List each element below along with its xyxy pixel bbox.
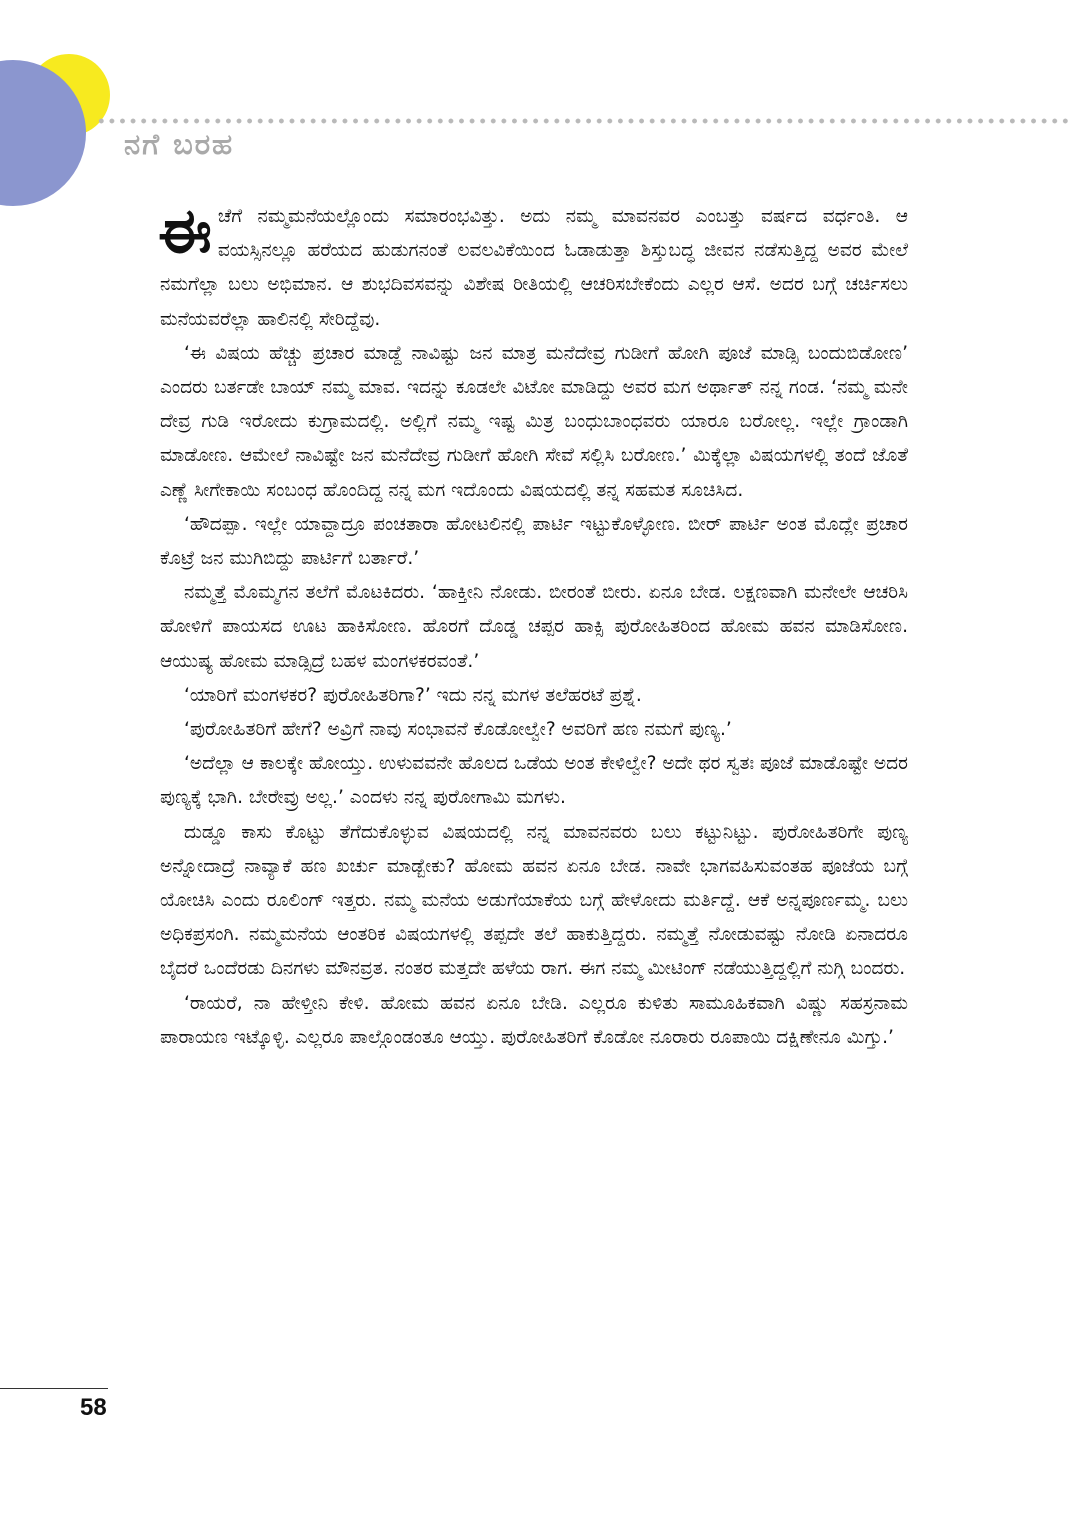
paragraph: ‘ಅದೆಲ್ಲಾ ಆ ಕಾಲಕ್ಕೇ ಹೋಯ್ತು. ಉಳುವವನೇ ಹೊಲದ ಒಡೆಯ ಅಂತ ಕೇಳಿಲ್ವೇ? ಅದೇ ಥರ ಸ್ವತಃ ಪೂಜೆ ಮಾಡೊಷ್ಟೇ ಅದರ ಪುಣ್ಯಕ್ಕೆ ಭಾಗಿ. ಬೇರೇವ್ರು ಅಲ್ಲ.’ ಎಂದಳು ನನ್ನ ಪುರೋಗಾಮಿ ಮಗಳು. [160, 753, 908, 809]
paragraph-1 [158, 194, 908, 337]
paragraph: ‘ಹೌದಪ್ಪಾ. ಇಲ್ಲೇ ಯಾವ್ದಾದ್ರೂ ಪಂಚತಾರಾ ಹೋಟಲಿನಲ್ಲಿ ಪಾರ್ಟಿ ಇಟ್ಟುಕೊಳ್ಳೋಣ. ಬೀರ್ ಪಾರ್ಟಿ ಅಂತ ಮೊದ್ಲೇ ಪ್ರಚಾರ ಕೊಟ್ರೆ ಜನ ಮುಗಿಬಿದ್ದು ಪಾರ್ಟಿಗೆ ಬರ್ತಾರೆ.’ [160, 513, 908, 570]
dotted-header-rule [96, 117, 1072, 125]
paragraph: ‘ಯಾರಿಗೆ ಮಂಗಳಕರ? ಪುರೋಹಿತರಿಗಾ?’ ಇದು ನನ್ನ ಮಗಳ ತಲೆಹರಟೆ ಪ್ರಶ್ನೆ. [184, 684, 642, 706]
footer-rule [0, 1388, 108, 1389]
paragraph: ನಮ್ಮತ್ತೆ ಮೊಮ್ಮಗನ ತಲೆಗೆ ಮೊಟಕಿದರು. ‘ಹಾಕ್ತೀನಿ ನೋಡು. ಬೀರಂತೆ ಬೀರು. ಏನೂ ಬೇಡ. ಲಕ್ಷಣವಾಗಿ ಮನೇಲೇ ಆಚರಿಸಿ ಹೋಳಿಗೆ ಪಾಯಸದ ಊಟ ಹಾಕಿಸೋಣ. ಹೊರಗೆ ದೊಡ್ಡ ಚಪ್ಪರ ಹಾಕ್ಸಿ ಪುರೋಹಿತರಿಂದ ಹೋಮ ಹವನ ಮಾಡಿಸೋಣ. ಆಯುಷ್ಯ ಹೋಮ ಮಾಡ್ಸಿದ್ರೆ ಬಹಳ ಮಂಗಳಕರವಂತೆ.’ [160, 582, 908, 672]
paragraph-1-text: ಚೆಗೆ ನಮ್ಮಮನೆಯಲ್ಲೊಂದು ಸಮಾರಂಭವಿತ್ತು. ಅದು ನಮ್ಮ ಮಾವನವರ ಎಂಬತ್ತು ವರ್ಷದ ವರ್ಧಂತಿ. ಆ ವಯಸ್ಸಿನಲ್ಲೂ ಹರೆಯದ ಹುಡುಗನಂತೆ ಲವಲವಿಕೆಯಿಂದ ಓಡಾಡುತ್ತಾ ಶಿಸ್ತುಬದ್ಧ ಜೀವನ ನಡೆಸುತ್ತಿದ್ದ ಅವರ ಮೇಲೆ ನಮಗೆಲ್ಲಾ ಬಲು ಅಭಿಮಾನ. ಆ ಶುಭದಿವಸವನ್ನು ವಿಶೇಷ ರೀತಿಯಲ್ಲಿ ಆಚರಿಸಬೇಕೆಂದು ಎಲ್ಲರ ಆಸೆ. ಅದರ ಬಗ್ಗೆ ಚರ್ಚಿಸಲು ಮನೆಯವರೆಲ್ಲಾ ಹಾಲಿನಲ್ಲಿ ಸೇರಿದ್ದೆವು. [160, 206, 908, 330]
article-body [158, 194, 908, 1055]
paragraph: ದುಡ್ಡೂ ಕಾಸು ಕೊಟ್ಟು ತೆಗೆದುಕೊಳ್ಳುವ ವಿಷಯದಲ್ಲಿ ನನ್ನ ಮಾವನವರು ಬಲು ಕಟ್ಟುನಿಟ್ಟು. ಪುರೋಹಿತರಿಗೇ ಪುಣ್ಯ ಅನ್ನೋದಾದ್ರೆ ನಾವ್ಯಾಕೆ ಹಣ ಖರ್ಚು ಮಾಡ್ಬೇಕು? ಹೋಮ ಹವನ ಏನೂ ಬೇಡ. ನಾವೇ ಭಾಗವಹಿಸುವಂತಹ ಪೂಜೆಯ ಬಗ್ಗೆ ಯೋಚಿಸಿ ಎಂದು ರೂಲಿಂಗ್ ಇತ್ತರು. ನಮ್ಮ ಮನೆಯ ಅಡುಗೆಯಾಕೆಯ ಬಗ್ಗೆ ಹೇಳೋದು ಮರ್ತಿದ್ದೆ. ಆಕೆ ಅನ್ನಪೂರ್ಣಮ್ಮ. ಬಲು ಅಧಿಕಪ್ರಸಂಗಿ. ನಮ್ಮಮನೆಯ ಆಂತರಿಕ ವಿಷಯಗಳಲ್ಲಿ ತಪ್ಪದೇ ತಲೆ ಹಾಕುತ್ತಿದ್ದರು. ನಮ್ಮತ್ತೆ ನೋಡುವಷ್ಟು ನೋಡಿ ಏನಾದರೂ ಬೈದರೆ ಒಂದೆರಡು ದಿನಗಳು ಮೌನವ್ರತ. ನಂತರ ಮತ್ತದೇ ಹಳೆಯ ರಾಗ. ಈಗ ನಮ್ಮ ಮೀಟಿಂಗ್ ನಡೆಯುತ್ತಿದ್ದಲ್ಲಿಗೆ ನುಗ್ಗಿ ಬಂದರು. [160, 821, 908, 980]
drop-cap: ಈ [158, 194, 212, 267]
section-title: ನಗೆ ಬರಹ [124, 127, 235, 161]
paragraph: ‘ರಾಯರೆ, ನಾ ಹೇಳ್ತೀನಿ ಕೇಳಿ. ಹೋಮ ಹವನ ಏನೂ ಬೇಡಿ. ಎಲ್ಲರೂ ಕುಳಿತು ಸಾಮೂಹಿಕವಾಗಿ ವಿಷ್ಣು ಸಹಸ್ರನಾಮ ಪಾರಾಯಣ ಇಟ್ಕೊಳ್ಳಿ. ಎಲ್ಲರೂ ಪಾಲ್ಗೊಂಡಂತೂ ಆಯ್ತು. ಪುರೋಹಿತರಿಗೆ ಕೊಡೋ ನೂರಾರು ರೂಪಾಯಿ ದಕ್ಷಿಣೇನೂ ಮಿಗ್ತು.’ [160, 992, 908, 1048]
page-number: 58 [80, 1394, 107, 1421]
paragraph: ‘ಪುರೋಹಿತರಿಗೆ ಹೇಗೆ? ಅವ್ರಿಗೆ ನಾವು ಸಂಭಾವನೆ ಕೊಡೋಲ್ವೇ? ಅವರಿಗೆ ಹಣ ನಮಗೆ ಪುಣ್ಯ.’ [184, 719, 732, 741]
paragraph: ‘ಈ ವಿಷಯ ಹೆಚ್ಚು ಪ್ರಚಾರ ಮಾಡ್ದೆ ನಾವಿಷ್ಟು ಜನ ಮಾತ್ರ ಮನೆದೇವ್ರ ಗುಡೀಗೆ ಹೋಗಿ ಪೂಜೆ ಮಾಡ್ಸಿ ಬಂದುಬಿಡೋಣ’ ಎಂದರು ಬರ್ತಡೇ ಬಾಯ್ ನಮ್ಮ ಮಾವ. ಇದನ್ನು ಕೂಡಲೇ ವಿಟೋ ಮಾಡಿದ್ದು ಅವರ ಮಗ ಅರ್ಥಾತ್ ನನ್ನ ಗಂಡ. ‘ನಮ್ಮ ಮನೇ ದೇವ್ರ ಗುಡಿ ಇರೋದು ಕುಗ್ರಾಮದಲ್ಲಿ. ಅಲ್ಲಿಗೆ ನಮ್ಮ ಇಷ್ಟ ಮಿತ್ರ ಬಂಧುಬಾಂಧವರು ಯಾರೂ ಬರೋಲ್ಲ. ಇಲ್ಲೇ ಗ್ರಾಂಡಾಗಿ ಮಾಡೋಣ. ಆಮೇಲೆ ನಾವಿಷ್ಟೇ ಜನ ಮನೆದೇವ್ರ ಗುಡೀಗೆ ಹೋಗಿ ಸೇವೆ ಸಲ್ಲಿಸಿ ಬರೋಣ.’ ಮಿಕ್ಕೆಲ್ಲಾ ವಿಷಯಗಳಲ್ಲಿ ತಂದೆ ಜೊತೆ ಎಣ್ಣೆ ಸೀಗೇಕಾಯಿ ಸಂಬಂಧ ಹೊಂದಿದ್ದ ನನ್ನ ಮಗ ಇದೊಂದು ವಿಷಯದಲ್ಲಿ ತನ್ನ ಸಹಮತ ಸೂಚಿಸಿದ. [160, 342, 908, 501]
